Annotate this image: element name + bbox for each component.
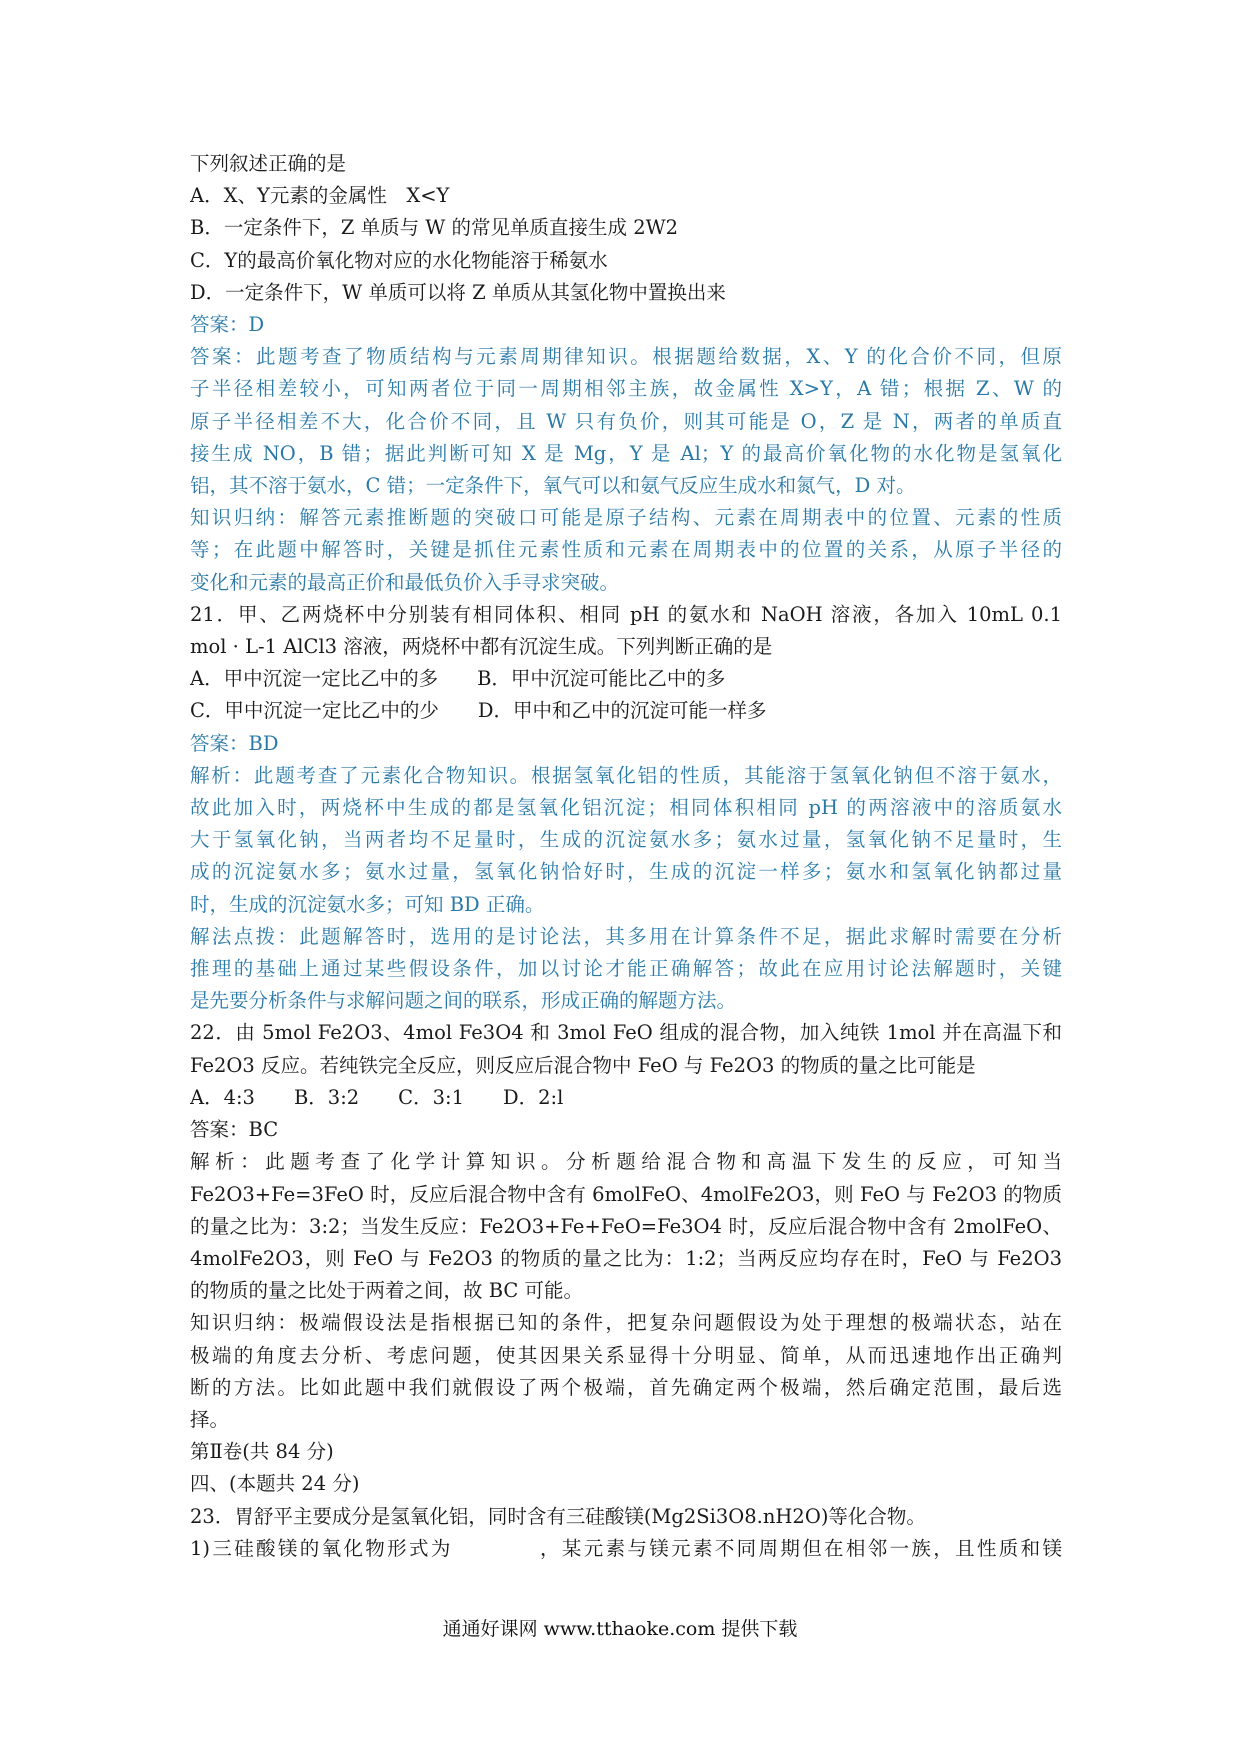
text-line: 知识归纳：解答元素推断题的突破口可能是原子结构、元素在周期表中的位置、元素的性质 (190, 506, 1062, 530)
text-line: 等；在此题中解答时，关键是抓住元素性质和元素在周期表中的位置的关系，从原子半径的 (190, 538, 1062, 562)
text-line: 答案：BC (190, 1118, 279, 1142)
page-footer: 通通好课网 www.tthaoke.com 提供下载 (442, 1618, 798, 1640)
text-line: 成的沉淀氨水多；氨水过量，氢氧化钠恰好时，生成的沉淀一样多；氨水和氢氧化钠都过量 (190, 860, 1062, 884)
text-line: 断的方法。比如此题中我们就假设了两个极端，首先确定两个极端，然后确定范围，最后选 (190, 1375, 1062, 1399)
text-line: 时，生成的沉淀氨水多；可知 BD 正确。 (190, 892, 545, 916)
text-line: A．X、Y元素的金属性 X<Y (190, 184, 450, 208)
text-line: 四、(本题共 24 分) (190, 1472, 360, 1496)
text-line: 推理的基础上通过某些假设条件，加以讨论才能正确解答；故此在应用讨论法解题时，关键 (190, 957, 1062, 981)
text-line: 变化和元素的最高正价和最低负价入手寻求突破。 (190, 570, 620, 594)
text-line: B．一定条件下，Z 单质与 W 的常见单质直接生成 2W2 (190, 216, 679, 240)
text-line: 原子半径相差不大，化合价不同，且 W 只有负价，则其可能是 O，Z 是 N，两者的单质直 (190, 409, 1062, 433)
text-line: 解析：此题考查了化学计算知识。分析题给混合物和高温下发生的反应，可知当 (190, 1150, 1062, 1174)
text-line: 铝，其不溶于氨水，C 错；一定条件下，氧气可以和氨气反应生成水和氮气，D 对。 (190, 474, 916, 498)
text-line: 的物质的量之比处于两着之间，故 BC 可能。 (190, 1279, 584, 1303)
text-line: Fe2O3+Fe=3FeO 时，反应后混合物中含有 6molFeO、4molFe2O3，则 FeO 与 Fe2O3 的物质 (190, 1182, 1062, 1206)
text-line: 22．由 5mol Fe2O3、4mol Fe3O4 和 3mol FeO 组成的混合物，加入纯铁 1mol 并在高温下和 (190, 1021, 1062, 1045)
text-line: 4molFe2O3，则 FeO 与 Fe2O3 的物质的量之比为：1:2；当两反应均存在时，FeO 与 Fe2O3 (190, 1246, 1062, 1270)
text-line: A．4:3 B．3:2 C．3:1 D．2:l (190, 1085, 564, 1109)
text-line: 解析：此题考查了元素化合物知识。根据氢氧化铝的性质，其能溶于氢氧化钠但不溶于氨水， (190, 763, 1062, 787)
text-line: 答案：此题考查了物质结构与元素周期律知识。根据题给数据，X、Y 的化合价不同，但原 (190, 345, 1062, 369)
text-line: 极端的角度去分析、考虑问题，使其因果关系显得十分明显、简单，从而迅速地作出正确判 (190, 1343, 1062, 1367)
text-line: D．一定条件下，W 单质可以将 Z 单质从其氢化物中置换出来 (190, 280, 726, 304)
document-body (190, 148, 1062, 1565)
text-line: 第Ⅱ卷(共 84 分) (190, 1440, 334, 1464)
text-line: 是先要分析条件与求解问题之间的联系，形成正确的解题方法。 (190, 989, 737, 1013)
text-line: mol · L-1 AlCl3 溶液，两烧杯中都有沉淀生成。下列判断正确的是 (190, 635, 773, 659)
text-line: 解法点拨：此题解答时，选用的是讨论法，其多用在计算条件不足，据此求解时需要在分析 (190, 924, 1062, 948)
text-line: 子半径相差较小，可知两者位于同一周期相邻主族，故金属性 X>Y，A 错；根据 Z、W 的 (190, 377, 1062, 401)
text-line: C．Y的最高价氧化物对应的水化物能溶于稀氨水 (190, 248, 608, 272)
text-line: Fe2O3 反应。若纯铁完全反应，则反应后混合物中 FeO 与 Fe2O3 的物质的量之比可能是 (190, 1053, 976, 1077)
text-line: 大于氢氧化钠，当两者均不足量时，生成的沉淀氨水多；氨水过量，氢氧化钠不足量时，生 (190, 828, 1062, 852)
text-line: 23．胃舒平主要成分是氢氧化铝，同时含有三硅酸镁(Mg2Si3O8.nH2O)等化合物。 (190, 1504, 926, 1528)
text-line: 答案：BD (190, 731, 279, 755)
text-line: A．甲中沉淀一定比乙中的多 B．甲中沉淀可能比乙中的多 (190, 667, 726, 691)
text-line: 1)三硅酸镁的氧化物形式为 ，某元素与镁元素不同周期但在相邻一族，且性质和镁 (190, 1536, 1062, 1560)
text-line: 21．甲、乙两烧杯中分别装有相同体积、相同 pH 的氨水和 NaOH 溶液，各加入 10mL 0.1 (190, 602, 1062, 626)
text-line: 答案：D (190, 313, 265, 337)
text-line: C．甲中沉淀一定比乙中的少 D．甲中和乙中的沉淀可能一样多 (190, 699, 767, 723)
text-line: 的量之比为：3:2；当发生反应：Fe2O3+Fe+FeO=Fe3O4 时，反应后混合物中含有 2molFeO、 (190, 1214, 1062, 1238)
text-line: 接生成 NO，B 错；据此判断可知 X 是 Mg，Y 是 Al；Y 的最高价氧化物的水化物是氢氧化 (190, 441, 1062, 465)
text-line: 下列叙述正确的是 (190, 152, 347, 175)
text-line: 故此加入时，两烧杯中生成的都是氢氧化铝沉淀；相同体积相同 pH 的两溶液中的溶质氨水 (190, 796, 1062, 820)
text-line: 知识归纳：极端假设法是指根据已知的条件，把复杂问题假设为处于理想的极端状态，站在 (190, 1311, 1062, 1335)
text-line: 择。 (190, 1407, 230, 1431)
